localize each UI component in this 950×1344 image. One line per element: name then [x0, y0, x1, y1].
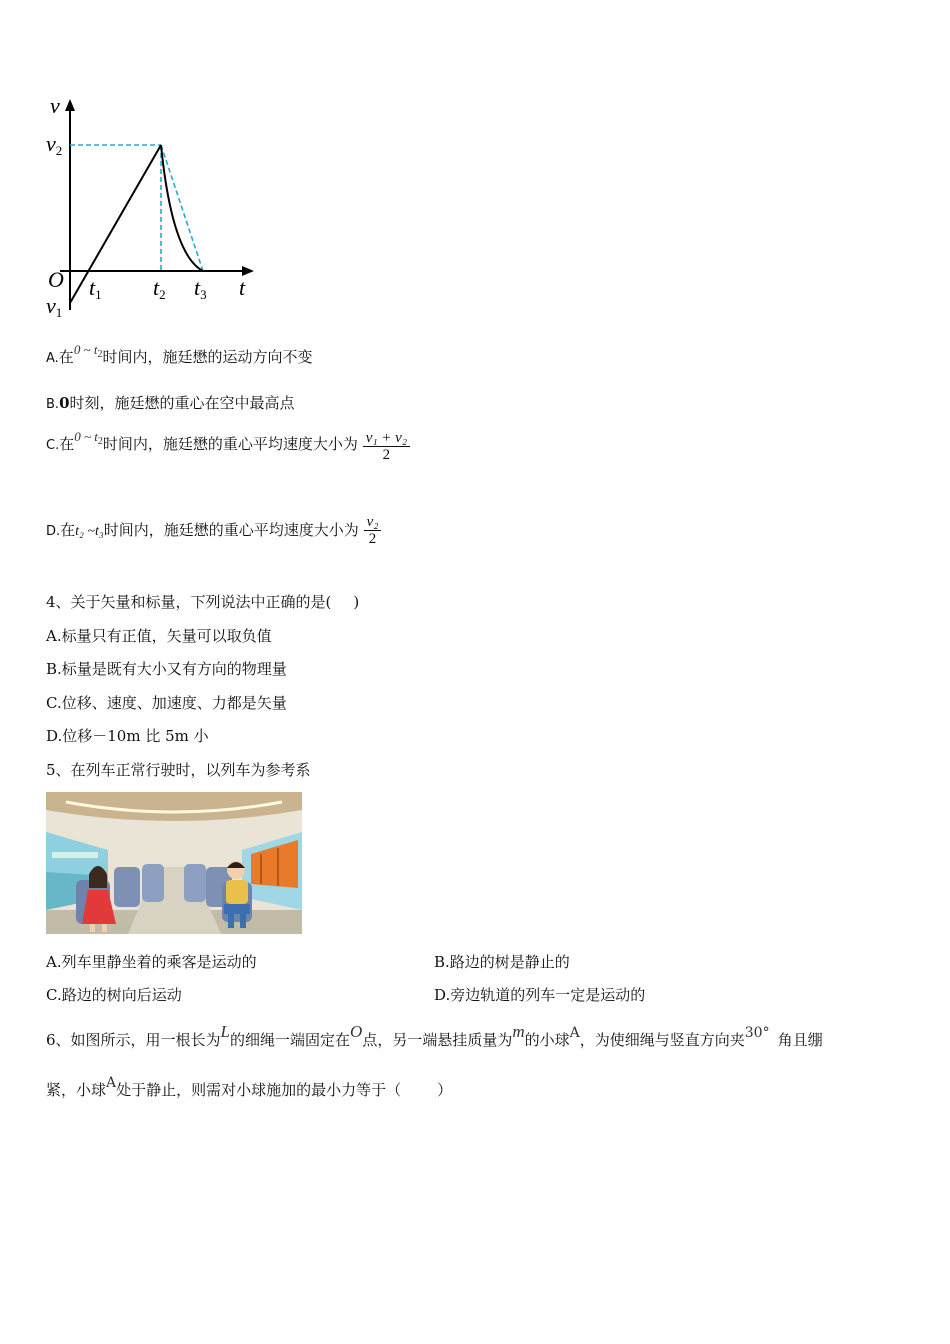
train-interior-illustration	[46, 792, 302, 934]
q4-stem: 4、关于矢量和标量，下列说法中正确的是( )	[46, 593, 360, 611]
vt-graph	[40, 95, 265, 325]
q3-c-fraction: $\frac{\text{v₁ + v₂}}{2}$	[363, 430, 410, 463]
axis-v-label: v	[50, 95, 60, 118]
q5-stem: 5、在列车正常行驶时，以列车为参考系	[46, 761, 311, 779]
t3-label: t3	[194, 275, 207, 302]
straight-decel-guide	[161, 145, 203, 271]
q3-option-d: D.在t₂ ~t₃时间内，施廷懋的重心平均速度大小为 $\frac{\text{v₂}}{2}$	[46, 514, 381, 547]
v2-label: v2	[46, 131, 63, 158]
q6-line-2: 紧，小球A处于静止，则需对小球施加的最小力等于（ ）	[46, 1075, 453, 1099]
q5-option-c: C.路边的树向后运动	[46, 986, 182, 1004]
q6-line-1: 6、如图所示，用一根长为L的细绳一端固定在O点，另一端悬挂质量为m的小球A，为使细绳与竖直方向夹30° 角且绷	[46, 1022, 823, 1049]
t1-label: t1	[89, 275, 102, 302]
q4-option-a: A.标量只有正值，矢量可以取负值	[46, 627, 272, 645]
axis-t-label: t	[239, 275, 246, 300]
v1-label: v1	[46, 293, 63, 320]
v-axis-arrow	[65, 99, 75, 111]
origin-label: O	[48, 267, 64, 292]
q4-option-b: B.标量是既有大小又有方向的物理量	[46, 660, 287, 678]
q5-option-a: A.列车里静坐着的乘客是运动的	[46, 953, 257, 971]
q4-option-c: C.位移、速度、加速度、力都是矢量	[46, 694, 287, 712]
q3-option-a: A.在0 ~ $t_2$时间内，施廷懋的运动方向不变	[46, 342, 313, 366]
t2-label: t2	[153, 275, 166, 302]
q5-option-d: D.旁边轨道的列车一定是运动的	[434, 986, 646, 1004]
q4-option-d: D.位移－10m 比 5m 小	[46, 727, 209, 745]
q3-option-b: B.0时刻，施廷懋的重心在空中最高点	[46, 394, 295, 412]
q3-option-c: C.在0 ~ $t_2$时间内，施廷懋的重心平均速度大小为 $\frac{\text{v₁ + v₂}}{2}$	[46, 430, 410, 463]
rise-line	[70, 145, 161, 303]
q5-option-b: B.路边的树是静止的	[434, 953, 570, 971]
q3-d-fraction: $\frac{\text{v₂}}{2}$	[364, 514, 382, 547]
